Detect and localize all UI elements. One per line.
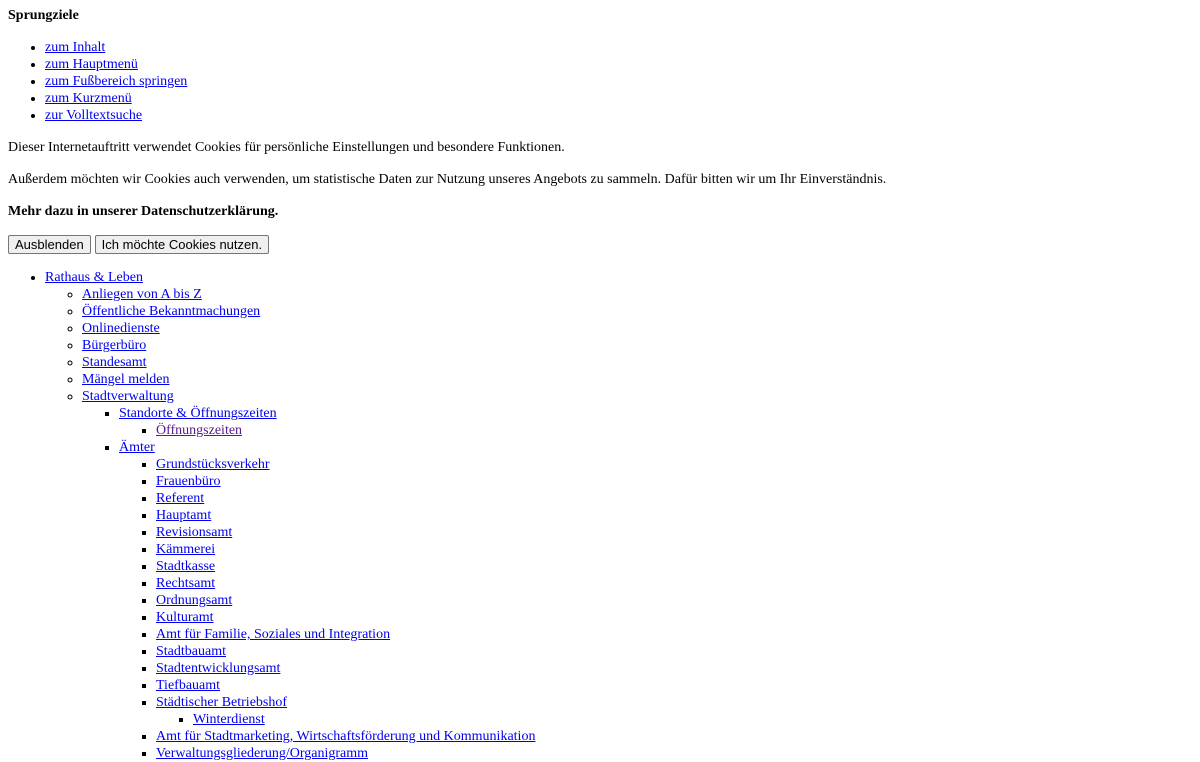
nav-item: [156, 507, 1192, 524]
nav-item-standorte: [119, 405, 1192, 439]
nav-link-amt[interactable]: Amt für Familie, Soziales und Integration: [156, 627, 391, 642]
nav-item-rathaus-leben: [45, 269, 1192, 762]
nav-item: [156, 626, 1192, 643]
nav-link-amt[interactable]: Stadtbauamt: [156, 644, 226, 659]
cookie-buttons: [8, 235, 1192, 254]
nav-item: [156, 524, 1192, 541]
page-content: [8, 7, 1192, 762]
nav-item: [156, 660, 1192, 677]
accept-cookies-button[interactable]: Ich möchte Cookies nutzen.: [95, 235, 269, 254]
nav-item: [156, 490, 1192, 507]
nav-link-amt[interactable]: Referent: [156, 491, 205, 506]
nav-item: [156, 677, 1192, 694]
nav-item: [156, 592, 1192, 609]
subnav-stadtverwaltung: [82, 405, 1192, 762]
list-item: [45, 56, 1192, 73]
nav-item: [156, 473, 1192, 490]
skip-link-search[interactable]: zur Volltextsuche: [45, 108, 143, 123]
nav-link-amt[interactable]: Grundstücksverkehr: [156, 457, 270, 472]
nav-link-amt[interactable]: Hauptamt: [156, 508, 212, 523]
list-item: [45, 39, 1192, 56]
nav-link-amt[interactable]: Rechtsamt: [156, 576, 216, 591]
cookie-statistics-text: Außerdem möchten wir Cookies auch verwenden, um statistische Daten zur Nutzung unseres Angebots zu sammeln. Dafür bitten wir um Ihr Einverständnis.: [8, 172, 887, 187]
skip-link-main-menu[interactable]: zum Hauptmenü: [45, 57, 138, 72]
privacy-policy-note: Mehr dazu in unserer Datenschutzerklärung.: [8, 204, 279, 219]
nav-link-amt[interactable]: Tiefbauamt: [156, 678, 221, 693]
nav-item-stadtverwaltung: [82, 388, 1192, 762]
nav-item: [156, 575, 1192, 592]
main-navigation: [8, 269, 1192, 762]
nav-link-standesamt[interactable]: Standesamt: [82, 355, 147, 370]
list-item: [45, 107, 1192, 124]
list-item: [45, 73, 1192, 90]
nav-item: [156, 558, 1192, 575]
nav-item-aemter: [119, 439, 1192, 762]
nav-link-amt[interactable]: Frauenbüro: [156, 474, 221, 489]
nav-link-maengel-melden[interactable]: Mängel melden: [82, 372, 170, 387]
nav-link-amt[interactable]: Revisionsamt: [156, 525, 233, 540]
nav-link-stadtverwaltung[interactable]: Stadtverwaltung: [82, 389, 174, 404]
skip-links-list: [8, 39, 1192, 124]
nav-item: [156, 456, 1192, 473]
nav-link-betriebshof[interactable]: Städtischer Betriebshof: [156, 695, 288, 710]
nav-link-standorte[interactable]: Standorte & Öffnungszeiten: [119, 406, 277, 421]
nav-link-amt[interactable]: Ordnungsamt: [156, 593, 233, 608]
nav-item: [82, 303, 1192, 320]
nav-link-aemter[interactable]: Ämter: [119, 440, 155, 455]
subnav-betriebshof: [156, 711, 1192, 728]
nav-link-organigramm[interactable]: Verwaltungsgliederung/Organigramm: [156, 746, 369, 761]
nav-link-rathaus-leben[interactable]: Rathaus & Leben: [45, 270, 143, 285]
subnav-rathaus-leben: [45, 286, 1192, 762]
nav-item: [82, 320, 1192, 337]
nav-item: [82, 354, 1192, 371]
nav-link-amt[interactable]: Stadtentwicklungsamt: [156, 661, 281, 676]
nav-item: [156, 422, 1192, 439]
nav-link-amt[interactable]: Stadtkasse: [156, 559, 216, 574]
nav-item: [156, 745, 1192, 762]
nav-link-winterdienst[interactable]: Winterdienst: [193, 712, 265, 727]
skip-link-content[interactable]: zum Inhalt: [45, 40, 106, 55]
nav-item: [82, 371, 1192, 388]
nav-item: [156, 643, 1192, 660]
nav-item: [156, 609, 1192, 626]
nav-item: [82, 286, 1192, 303]
nav-item: [193, 711, 1192, 728]
hide-cookie-banner-button[interactable]: Ausblenden: [8, 235, 91, 254]
nav-link-amt[interactable]: Kulturamt: [156, 610, 214, 625]
nav-link-oeffnungszeiten[interactable]: Öffnungszeiten: [156, 423, 243, 438]
nav-link-amt[interactable]: Kämmerei: [156, 542, 216, 557]
list-item: [45, 90, 1192, 107]
nav-link-amt[interactable]: Amt für Stadtmarketing, Wirtschaftsförderung und Kommunikation: [156, 729, 536, 744]
nav-item-betriebshof: [156, 694, 1192, 728]
nav-link-anliegen[interactable]: Anliegen von A bis Z: [82, 287, 202, 302]
nav-link-bekanntmachungen[interactable]: Öffentliche Bekanntmachungen: [82, 304, 261, 319]
subnav-standorte: [119, 422, 1192, 439]
subnav-aemter: [119, 456, 1192, 762]
nav-item: [82, 337, 1192, 354]
cookie-notice-text: Dieser Internetauftritt verwendet Cookies für persönliche Einstellungen und besondere Funktionen.: [8, 140, 565, 155]
skip-links-heading: Sprungziele: [8, 8, 79, 23]
nav-item: [156, 728, 1192, 745]
nav-link-buergerbuero[interactable]: Bürgerbüro: [82, 338, 147, 353]
skip-link-short-menu[interactable]: zum Kurzmenü: [45, 91, 132, 106]
skip-link-footer[interactable]: zum Fußbereich springen: [45, 74, 188, 89]
nav-link-onlinedienste[interactable]: Onlinedienste: [82, 321, 160, 336]
nav-item: [156, 541, 1192, 558]
